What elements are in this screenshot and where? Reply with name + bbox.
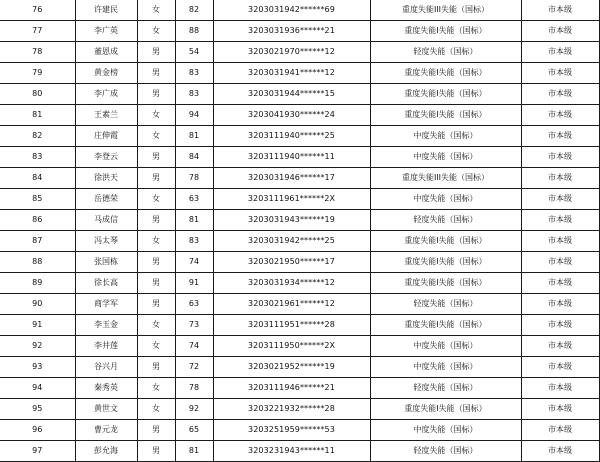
table-row: [0, 168, 599, 189]
id-number-cell: 3203021950******17: [213, 252, 370, 273]
name-cell: 马成信: [75, 210, 137, 231]
name-cell: 李登云: [75, 147, 137, 168]
row-number-cell: 85: [0, 189, 75, 210]
area-cell: 市本级: [521, 84, 599, 105]
name-cell: 李井莲: [75, 336, 137, 357]
name-cell: 王素兰: [75, 105, 137, 126]
sex-cell: 男: [137, 63, 175, 84]
row-number-cell: 87: [0, 231, 75, 252]
table-row: [0, 336, 599, 357]
area-cell: 市本级: [521, 189, 599, 210]
id-number-cell: 3203021970******12: [213, 42, 370, 63]
name-cell: 徐长高: [75, 273, 137, 294]
area-cell: 市本级: [521, 168, 599, 189]
area-cell: 市本级: [521, 252, 599, 273]
id-number-cell: 3203031944******15: [213, 84, 370, 105]
name-cell: 许建民: [75, 0, 137, 21]
table-row: [0, 147, 599, 168]
name-cell: 徐洪天: [75, 168, 137, 189]
age-cell: 83: [175, 84, 213, 105]
sex-cell: 女: [137, 105, 175, 126]
row-number-cell: 95: [0, 399, 75, 420]
sex-cell: 男: [137, 147, 175, 168]
disability-level-cell: 重度失能I失能（国标）: [370, 105, 521, 126]
row-number-cell: 77: [0, 21, 75, 42]
area-cell: 市本级: [521, 399, 599, 420]
name-cell: 董恩成: [75, 42, 137, 63]
age-cell: 88: [175, 21, 213, 42]
id-number-cell: 3203041930******24: [213, 105, 370, 126]
disability-level-cell: 轻度失能（国标）: [370, 441, 521, 462]
id-number-cell: 3203221932******28: [213, 399, 370, 420]
age-cell: 83: [175, 231, 213, 252]
disability-level-cell: 重度失能I失能（国标）: [370, 315, 521, 336]
row-number-cell: 94: [0, 378, 75, 399]
row-number-cell: 84: [0, 168, 75, 189]
area-cell: 市本级: [521, 63, 599, 84]
sex-cell: 男: [137, 84, 175, 105]
table-row: [0, 189, 599, 210]
id-number-cell: 3203251959******53: [213, 420, 370, 441]
name-cell: 彭允海: [75, 441, 137, 462]
id-number-cell: 3203031941******12: [213, 63, 370, 84]
disability-level-cell: 重度失能III失能（国标）: [370, 0, 521, 21]
sex-cell: 男: [137, 252, 175, 273]
disability-level-cell: 重度失能I失能（国标）: [370, 252, 521, 273]
area-cell: 市本级: [521, 21, 599, 42]
age-cell: 81: [175, 210, 213, 231]
disability-level-cell: 重度失能I失能（国标）: [370, 84, 521, 105]
row-number-cell: 97: [0, 441, 75, 462]
name-cell: 李广英: [75, 21, 137, 42]
table-row: [0, 0, 599, 21]
sex-cell: 男: [137, 294, 175, 315]
row-number-cell: 91: [0, 315, 75, 336]
row-number-cell: 96: [0, 420, 75, 441]
sex-cell: 女: [137, 189, 175, 210]
table-row: [0, 105, 599, 126]
area-cell: 市本级: [521, 294, 599, 315]
table-row: [0, 210, 599, 231]
sex-cell: 女: [137, 126, 175, 147]
area-cell: 市本级: [521, 0, 599, 21]
row-number-cell: 79: [0, 63, 75, 84]
disability-level-cell: 重度失能I失能（国标）: [370, 21, 521, 42]
age-cell: 82: [175, 0, 213, 21]
row-number-cell: 78: [0, 42, 75, 63]
id-number-cell: 3203031934******12: [213, 273, 370, 294]
name-cell: 张国栋: [75, 252, 137, 273]
table-row: [0, 126, 599, 147]
name-cell: 李广成: [75, 84, 137, 105]
sex-cell: 女: [137, 315, 175, 336]
row-number-cell: 88: [0, 252, 75, 273]
table-row: [0, 378, 599, 399]
table-row: [0, 294, 599, 315]
row-number-cell: 90: [0, 294, 75, 315]
disability-level-cell: 重度失能III失能（国标）: [370, 168, 521, 189]
sex-cell: 女: [137, 21, 175, 42]
age-cell: 78: [175, 168, 213, 189]
age-cell: 72: [175, 357, 213, 378]
id-number-cell: 3203111950******2X: [213, 336, 370, 357]
row-number-cell: 83: [0, 147, 75, 168]
table-row: [0, 84, 599, 105]
area-cell: 市本级: [521, 105, 599, 126]
row-number-cell: 93: [0, 357, 75, 378]
disability-level-cell: 轻度失能（国标）: [370, 42, 521, 63]
disability-level-cell: 中度失能（国标）: [370, 189, 521, 210]
id-number-cell: 3203111946******21: [213, 378, 370, 399]
sex-cell: 男: [137, 273, 175, 294]
table-row: [0, 357, 599, 378]
area-cell: 市本级: [521, 420, 599, 441]
name-cell: 秦秀英: [75, 378, 137, 399]
area-cell: 市本级: [521, 231, 599, 252]
sex-cell: 男: [137, 357, 175, 378]
age-cell: 73: [175, 315, 213, 336]
disability-level-cell: 重度失能I失能（国标）: [370, 63, 521, 84]
disability-level-cell: 中度失能（国标）: [370, 147, 521, 168]
name-cell: 岳德荣: [75, 189, 137, 210]
disability-level-cell: 中度失能（国标）: [370, 126, 521, 147]
row-number-cell: 92: [0, 336, 75, 357]
sex-cell: 女: [137, 336, 175, 357]
age-cell: 74: [175, 336, 213, 357]
sex-cell: 男: [137, 42, 175, 63]
row-number-cell: 76: [0, 0, 75, 21]
sex-cell: 女: [137, 378, 175, 399]
id-number-cell: 3203021952******19: [213, 357, 370, 378]
name-cell: 谷兴月: [75, 357, 137, 378]
age-cell: 91: [175, 273, 213, 294]
area-cell: 市本级: [521, 273, 599, 294]
id-number-cell: 3203021961******12: [213, 294, 370, 315]
disability-level-cell: 轻度失能（国标）: [370, 294, 521, 315]
name-cell: 曹元龙: [75, 420, 137, 441]
age-cell: 83: [175, 63, 213, 84]
disability-level-cell: 中度失能（国标）: [370, 420, 521, 441]
table-row: [0, 21, 599, 42]
name-cell: 李玉金: [75, 315, 137, 336]
age-cell: 54: [175, 42, 213, 63]
area-cell: 市本级: [521, 126, 599, 147]
area-cell: 市本级: [521, 42, 599, 63]
disability-level-cell: 中度失能（国标）: [370, 357, 521, 378]
name-cell: 商学军: [75, 294, 137, 315]
id-number-cell: 3203031942******25: [213, 231, 370, 252]
id-number-cell: 3203111940******25: [213, 126, 370, 147]
table-row: [0, 252, 599, 273]
area-cell: 市本级: [521, 357, 599, 378]
table-row: [0, 273, 599, 294]
table-row: [0, 42, 599, 63]
row-number-cell: 82: [0, 126, 75, 147]
age-cell: 78: [175, 378, 213, 399]
table-row: [0, 315, 599, 336]
id-number-cell: 3203111940******11: [213, 147, 370, 168]
sex-cell: 男: [137, 441, 175, 462]
row-number-cell: 86: [0, 210, 75, 231]
disability-level-cell: 重度失能I失能（国标）: [370, 231, 521, 252]
age-cell: 81: [175, 441, 213, 462]
area-cell: 市本级: [521, 336, 599, 357]
sex-cell: 男: [137, 168, 175, 189]
table-row: [0, 420, 599, 441]
id-number-cell: 3203031942******69: [213, 0, 370, 21]
id-number-cell: 3203231943******11: [213, 441, 370, 462]
age-cell: 94: [175, 105, 213, 126]
row-number-cell: 89: [0, 273, 75, 294]
age-cell: 74: [175, 252, 213, 273]
table-row: [0, 399, 599, 420]
disability-level-cell: 轻度失能（国标）: [370, 378, 521, 399]
disability-level-cell: 轻度失能（国标）: [370, 210, 521, 231]
name-cell: 庄伸霞: [75, 126, 137, 147]
name-cell: 黄金榜: [75, 63, 137, 84]
area-cell: 市本级: [521, 441, 599, 462]
age-cell: 84: [175, 147, 213, 168]
name-cell: 黄世文: [75, 399, 137, 420]
area-cell: 市本级: [521, 315, 599, 336]
id-number-cell: 3203111951******28: [213, 315, 370, 336]
id-number-cell: 3203031946******17: [213, 168, 370, 189]
age-cell: 81: [175, 126, 213, 147]
age-cell: 63: [175, 189, 213, 210]
name-cell: 冯太琴: [75, 231, 137, 252]
row-number-cell: 81: [0, 105, 75, 126]
table-row: [0, 231, 599, 252]
id-number-cell: 3203031943******19: [213, 210, 370, 231]
area-cell: 市本级: [521, 210, 599, 231]
disability-level-cell: 重度失能I失能（国标）: [370, 399, 521, 420]
sex-cell: 女: [137, 399, 175, 420]
sex-cell: 男: [137, 420, 175, 441]
table-row: [0, 441, 599, 462]
id-number-cell: 3203111961******2X: [213, 189, 370, 210]
disability-level-cell: 重度失能I失能（国标）: [370, 273, 521, 294]
area-cell: 市本级: [521, 378, 599, 399]
age-cell: 65: [175, 420, 213, 441]
sex-cell: 男: [137, 210, 175, 231]
sex-cell: 女: [137, 231, 175, 252]
sex-cell: 女: [137, 0, 175, 21]
age-cell: 92: [175, 399, 213, 420]
id-number-cell: 3203031936******21: [213, 21, 370, 42]
table-row: [0, 63, 599, 84]
area-cell: 市本级: [521, 147, 599, 168]
disability-level-cell: 中度失能（国标）: [370, 336, 521, 357]
row-number-cell: 80: [0, 84, 75, 105]
age-cell: 63: [175, 294, 213, 315]
